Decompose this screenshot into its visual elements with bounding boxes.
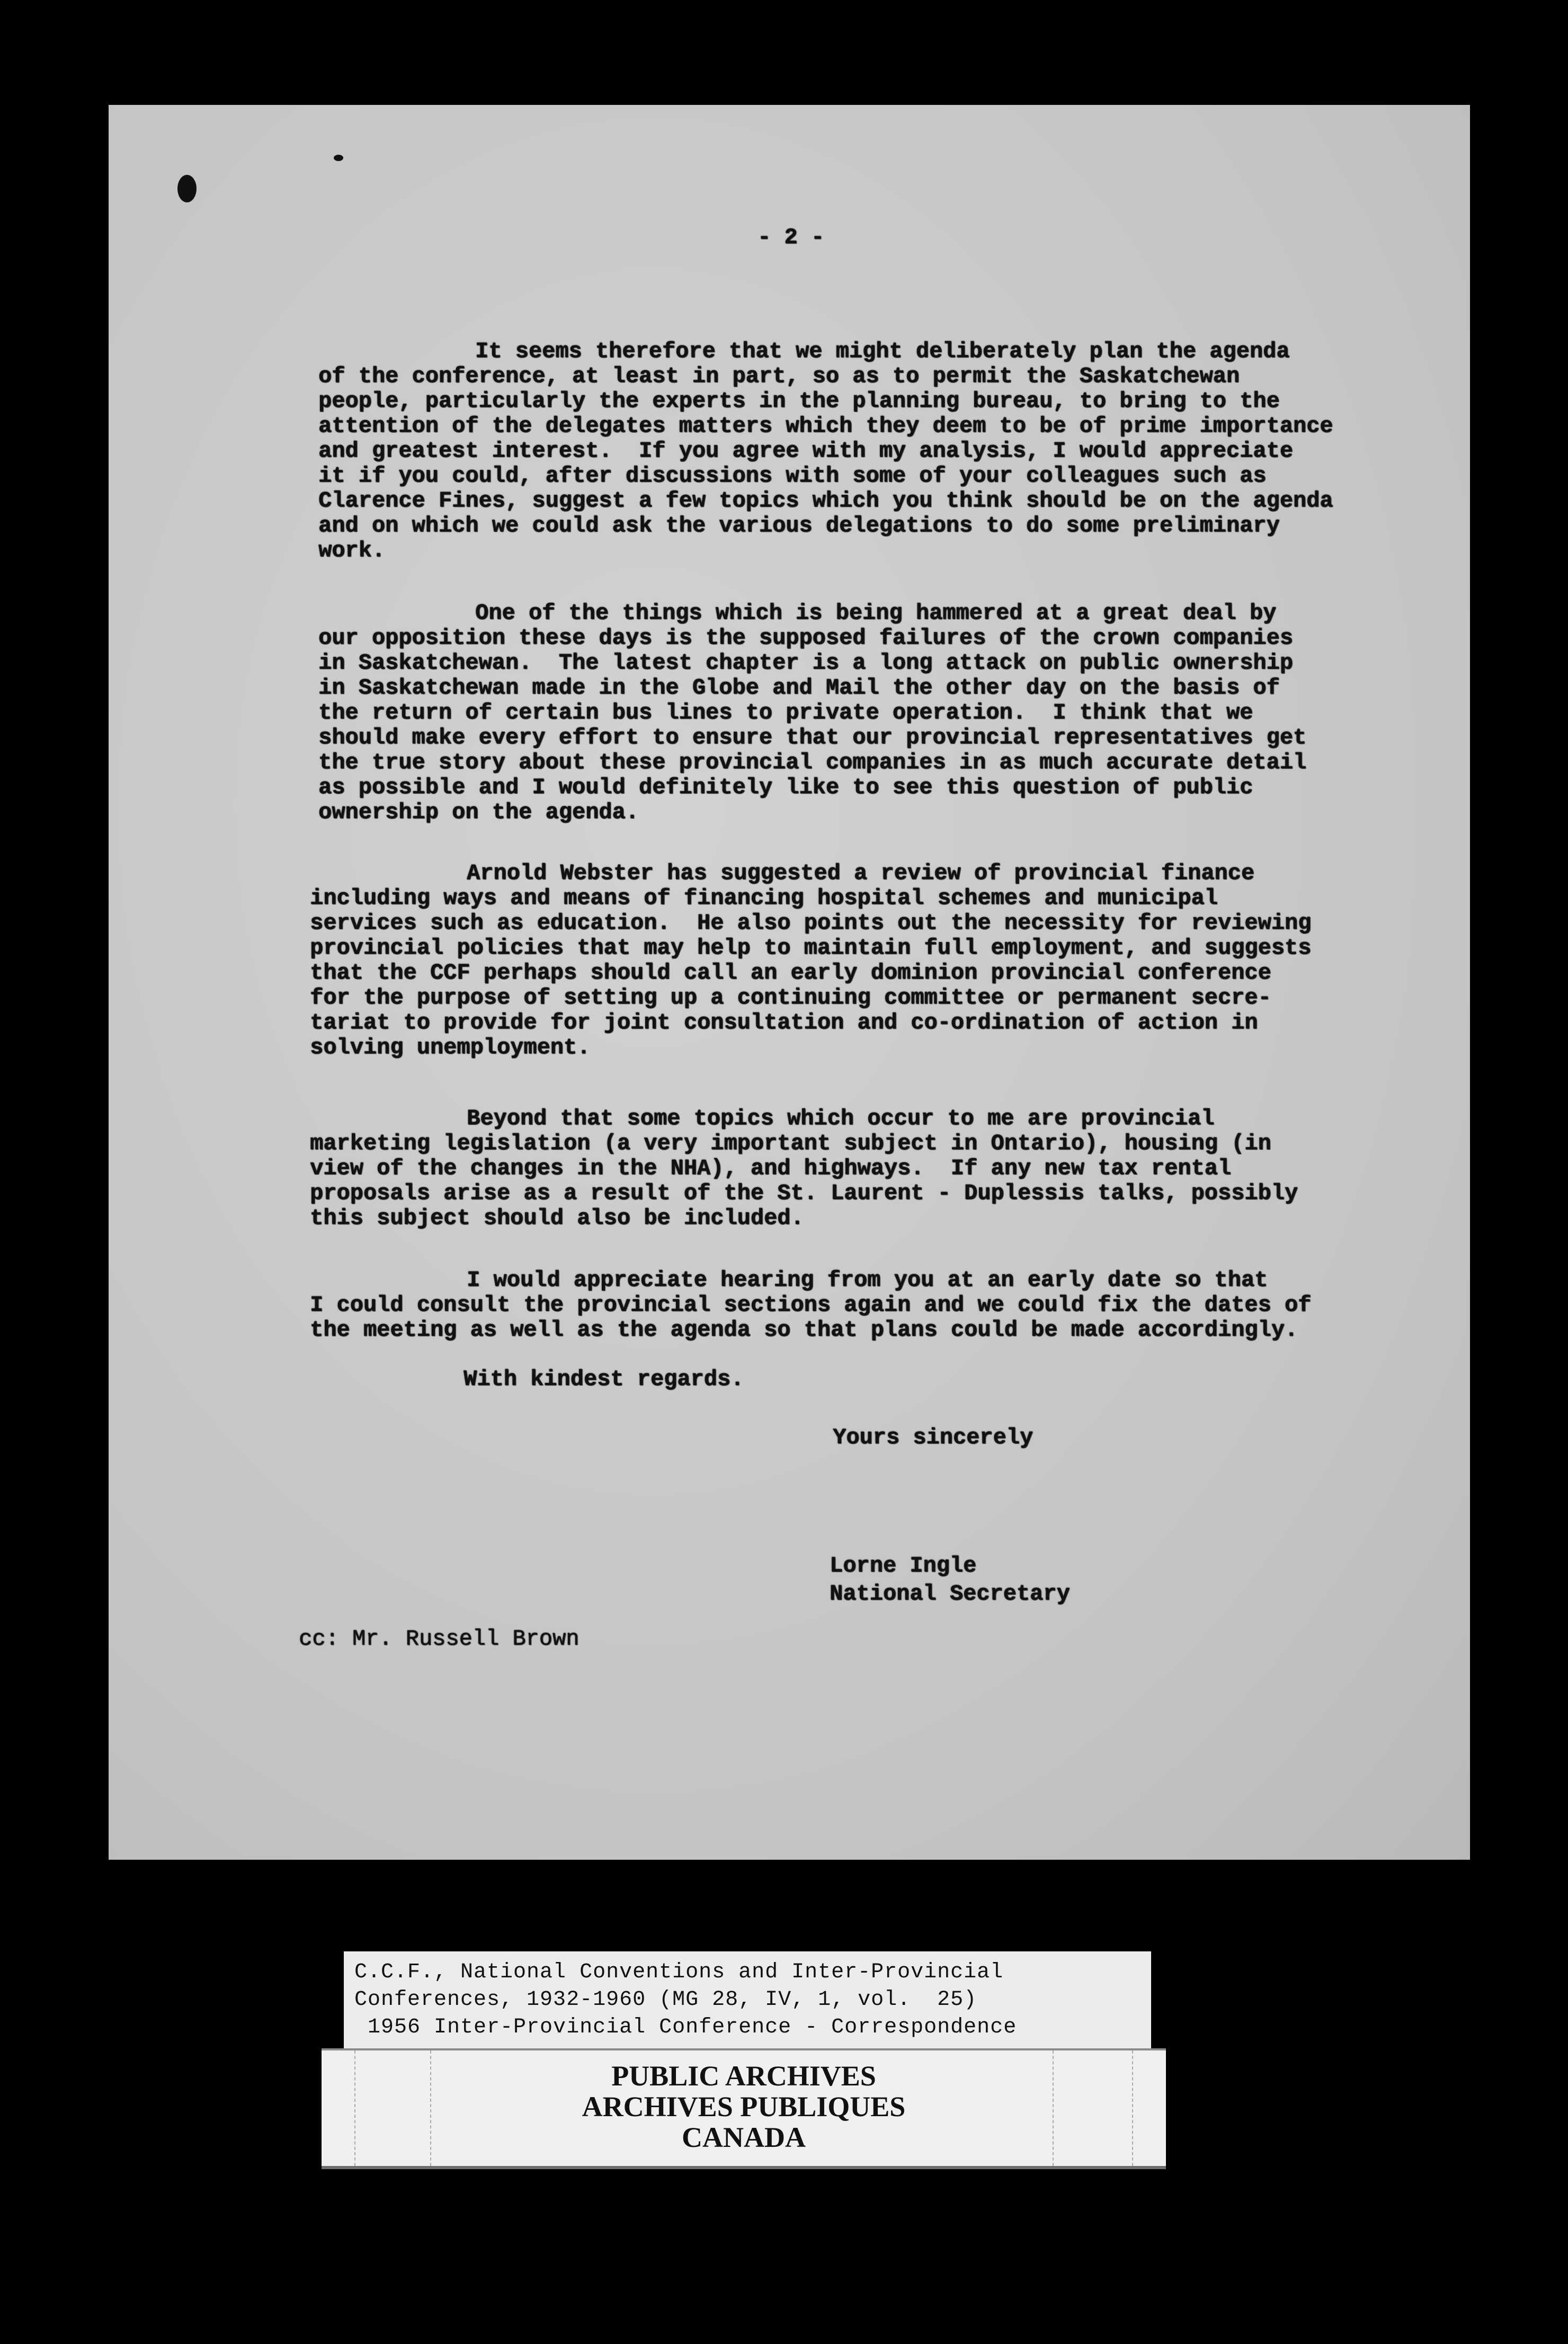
text-line: the return of certain bus lines to private operation. I think that we [318,700,1253,725]
paragraph-2 [318,601,1306,825]
paragraph-1 [318,339,1333,563]
label-line: Conferences, 1932-1960 (MG 28, IV, 1, vol. 25) [354,1988,977,2012]
text-line: ownership on the agenda. [318,800,639,825]
text-line: I would appreciate hearing from you at an early date so that [467,1267,1268,1293]
text-line: marketing legislation (a very important subject in Ontario), housing (in [310,1131,1271,1156]
text-line: should make every effort to ensure that our provincial representatives get [318,725,1307,750]
text-line: services such as education. He also points out the necessity for reviewing [310,910,1312,936]
text-line: including ways and means of financing hospital schemes and municipal [310,885,1218,911]
text-line: work. [318,538,386,563]
text-line: attention of the delegates matters which they deem to be of prime importance [318,413,1333,439]
closing: With kindest regards. [464,1366,744,1392]
sign-off: Yours sincerely [833,1425,1034,1450]
text-line: solving unemployment. [310,1035,591,1060]
text-line: I could consult the provincial sections again and we could fix the dates of [310,1292,1312,1318]
text-line: One of the things which is being hammered at a great deal by [475,600,1277,626]
stamp-line: ARCHIVES PUBLIQUES [582,2091,906,2123]
text-line: of the conference, at least in part, so as to permit the Saskatchewan [318,363,1240,389]
paragraph-5 [310,1268,1311,1343]
text-line: proposals arise as a result of the St. Laurent - Duplessis talks, possibly [310,1180,1298,1206]
text-line: the true story about these provincial companies in as much accurate detail [318,750,1307,775]
text-line: it if you could, after discussions with some of your colleagues such as [318,463,1267,489]
label-line: 1956 Inter-Provincial Conference - Correspondence [354,2016,1017,2039]
stamp-line: PUBLIC ARCHIVES [611,2060,876,2092]
text-line: that the CCF perhaps should call an early dominion provincial conference [310,960,1271,985]
text-line: Beyond that some topics which occur to me are provincial [467,1106,1215,1131]
signer-title: National Secretary [830,1581,1070,1606]
text-line: the meeting as well as the agenda so that plans could be made accordingly. [310,1317,1298,1343]
cc-line: cc: Mr. Russell Brown [299,1626,580,1652]
paragraph-3 [310,861,1311,1060]
page-number: - 2 - [758,225,825,250]
text-line: Clarence Fines, suggest a few topics which you think should be on the agenda [318,488,1333,513]
text-line: and on which we could ask the various delegations to do some preliminary [318,513,1280,538]
public-archives-stamp [322,2048,1166,2169]
text-line: provincial policies that may help to maintain full employment, and suggests [310,935,1312,961]
label-line: C.C.F., National Conventions and Inter-Provincial [354,1960,1004,1984]
text-line: in Saskatchewan made in the Globe and Mail the other day on the basis of [318,675,1280,700]
text-line: tariat to provide for joint consultation and co-ordination of action in [310,1010,1258,1035]
archive-reference-label [344,1951,1151,2049]
paragraph-4 [310,1106,1298,1231]
text-line: for the purpose of setting up a continuing committee or permanent secre- [310,985,1271,1010]
text-line: this subject should also be included. [310,1205,804,1231]
text-line: and greatest interest. If you agree with my analysis, I would appreciate [318,438,1293,464]
stamp-line: CANADA [682,2121,806,2153]
text-line: It seems therefore that we might deliberately plan the agenda [475,339,1290,364]
signer-name: Lorne Ingle [830,1553,977,1578]
text-line: in Saskatchewan. The latest chapter is a long attack on public ownership [318,650,1293,676]
ink-blot [177,175,197,202]
ink-speck [334,155,343,161]
text-line: people, particularly the experts in the planning bureau, to bring to the [318,388,1280,414]
text-line: Arnold Webster has suggested a review of provincial finance [467,860,1255,886]
text-line: as possible and I would definitely like to see this question of public [318,775,1253,800]
text-line: view of the changes in the NHA), and highways. If any new tax rental [310,1156,1232,1181]
text-line: our opposition these days is the supposed failures of the crown companies [318,625,1293,651]
